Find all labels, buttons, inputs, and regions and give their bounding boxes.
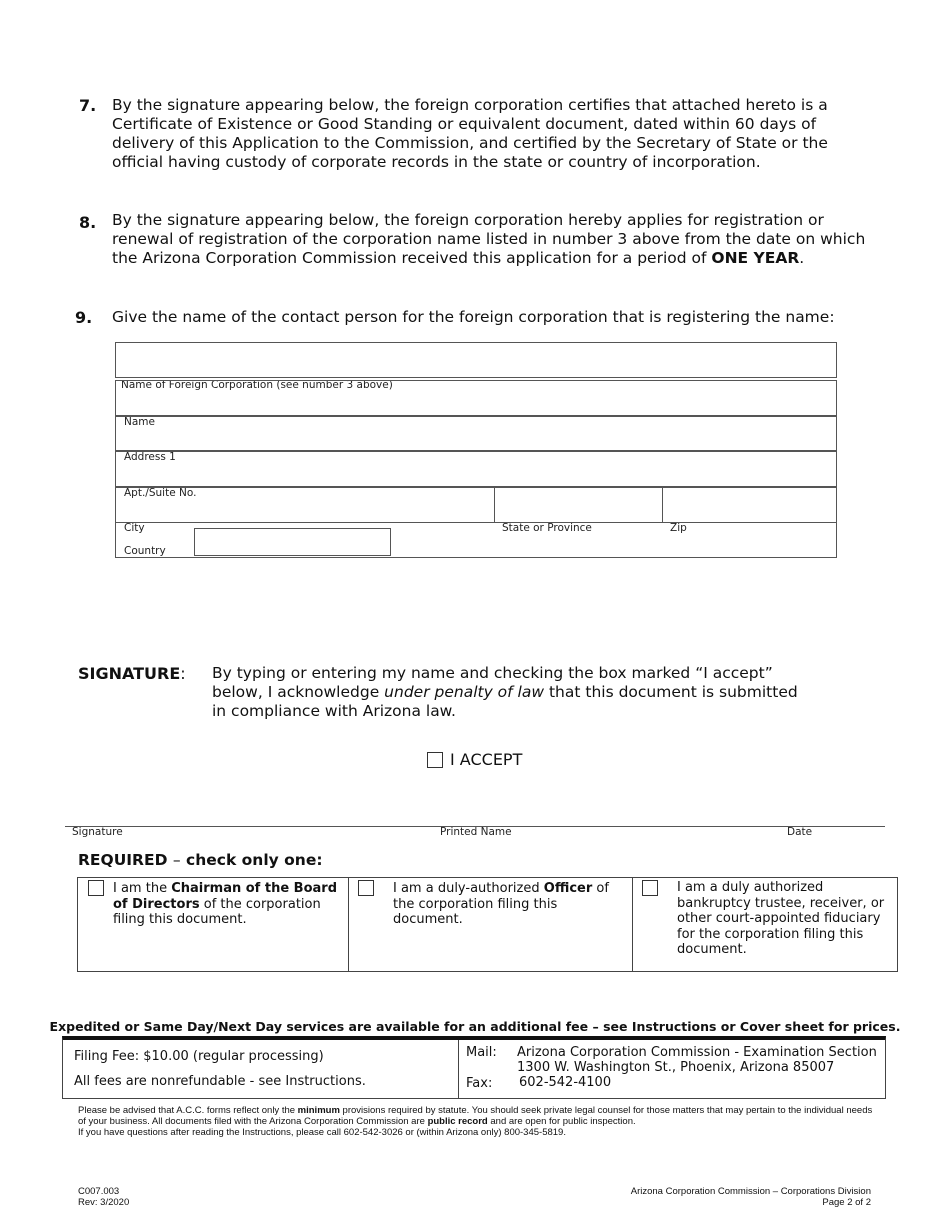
- mail-label: Mail:: [466, 1045, 497, 1060]
- name-input[interactable]: [115, 380, 837, 416]
- required-divider-2: [632, 877, 633, 972]
- printed-name-label: Printed Name: [440, 826, 512, 838]
- expedited-notice: Expedited or Same Day/Next Day services are available for an additional fee – see Instructions or Cover sheet for prices.: [49, 1019, 901, 1034]
- filing-fee-text: Filing Fee: $10.00 (regular processing): [74, 1049, 324, 1064]
- chairman-checkbox[interactable]: [88, 880, 104, 896]
- officer-option-text: I am a duly-authorized Officer of the corporation filing this document.: [393, 881, 609, 927]
- item-9-text: Give the name of the contact person for the foreign corporation that is registering the name:: [112, 308, 835, 326]
- footer-agency: Arizona Corporation Commission – Corporations Division Page 2 of 2: [630, 1186, 871, 1208]
- item-8-text: By the signature appearing below, the foreign corporation hereby applies for registration or renewal of registration of the corporation name listed in number 3 above from the date on which the Arizona Corporation Commission received this application for a period of ONE YEAR.: [112, 211, 866, 267]
- zip-label: Zip: [670, 522, 687, 534]
- address-label: Address 1: [124, 451, 176, 463]
- required-divider-1: [348, 877, 349, 972]
- address-input[interactable]: [115, 416, 837, 451]
- date-label: Date: [787, 826, 813, 838]
- name-label: Name: [124, 416, 155, 428]
- apt-suite-label: Apt./Suite No.: [124, 487, 197, 499]
- fiduciary-checkbox[interactable]: [642, 880, 658, 896]
- city-label: City: [124, 522, 145, 534]
- state-label: State or Province: [502, 522, 592, 534]
- i-accept-checkbox[interactable]: [427, 752, 443, 768]
- signature-text: By typing or entering my name and checking the box marked “I accept” below, I acknowledge under penalty of law that this document is submitted in compliance with Arizona law.: [212, 664, 798, 720]
- nonrefundable-text: All fees are nonrefundable - see Instructions.: [74, 1074, 366, 1089]
- corp-name-input[interactable]: [115, 342, 837, 378]
- corp-name-label: Name of Foreign Corporation (see number 3 above): [121, 379, 393, 391]
- fax-number: 602-542-4100: [519, 1075, 612, 1090]
- officer-checkbox[interactable]: [358, 880, 374, 896]
- mail-address: Arizona Corporation Commission - Examination Section 1300 W. Washington St., Phoenix, Arizona 85007: [517, 1045, 877, 1075]
- signature-label: Signature: [72, 826, 123, 838]
- signature-heading: SIGNATURE:: [78, 664, 186, 683]
- one-year-text: ONE YEAR: [711, 249, 800, 267]
- country-input[interactable]: [194, 528, 391, 556]
- apt-suite-input[interactable]: [115, 451, 837, 487]
- item-9-number: 9.: [75, 308, 93, 327]
- fiduciary-option-text: I am a duly authorized bankruptcy trustee, receiver, or other court-appointed fiduciary for the corporation filing this document.: [677, 880, 885, 957]
- footer-form-code: C007.003 Rev: 3/2020: [78, 1186, 130, 1208]
- country-label: Country: [124, 545, 166, 557]
- city-input[interactable]: [115, 487, 495, 523]
- disclaimer-text: Please be advised that A.C.C. forms reflect only the minimum provisions required by statute. You should seek private legal counsel for those matters that may pertain to the individual needs of your business. All documents filed with the Arizona Corporation Commission are public record and are open for public inspection. If you have questions after reading the Instructions, please call 602-542-3026 or (within Arizona only) 800-345-5819.: [78, 1105, 873, 1138]
- item-7-text: By the signature appearing below, the foreign corporation certifies that attached hereto is a Certificate of Existence or Good Standing or equivalent document, dated within 60 days of delivery of this Application to the Commission, and certified by the Secretary of State or the official having custody of corporate records in the state or country of incorporation.: [112, 96, 828, 171]
- fax-label: Fax:: [466, 1076, 493, 1091]
- state-input[interactable]: [494, 487, 663, 523]
- required-heading: REQUIRED – check only one:: [78, 851, 323, 869]
- zip-input[interactable]: [662, 487, 837, 523]
- chairman-option-text: I am the Chairman of the Board of Directors of the corporation filing this document.: [113, 881, 338, 927]
- fees-divider: [458, 1040, 459, 1099]
- i-accept-label: I ACCEPT: [450, 750, 523, 769]
- item-7-number: 7.: [79, 96, 97, 115]
- item-8-number: 8.: [79, 213, 97, 232]
